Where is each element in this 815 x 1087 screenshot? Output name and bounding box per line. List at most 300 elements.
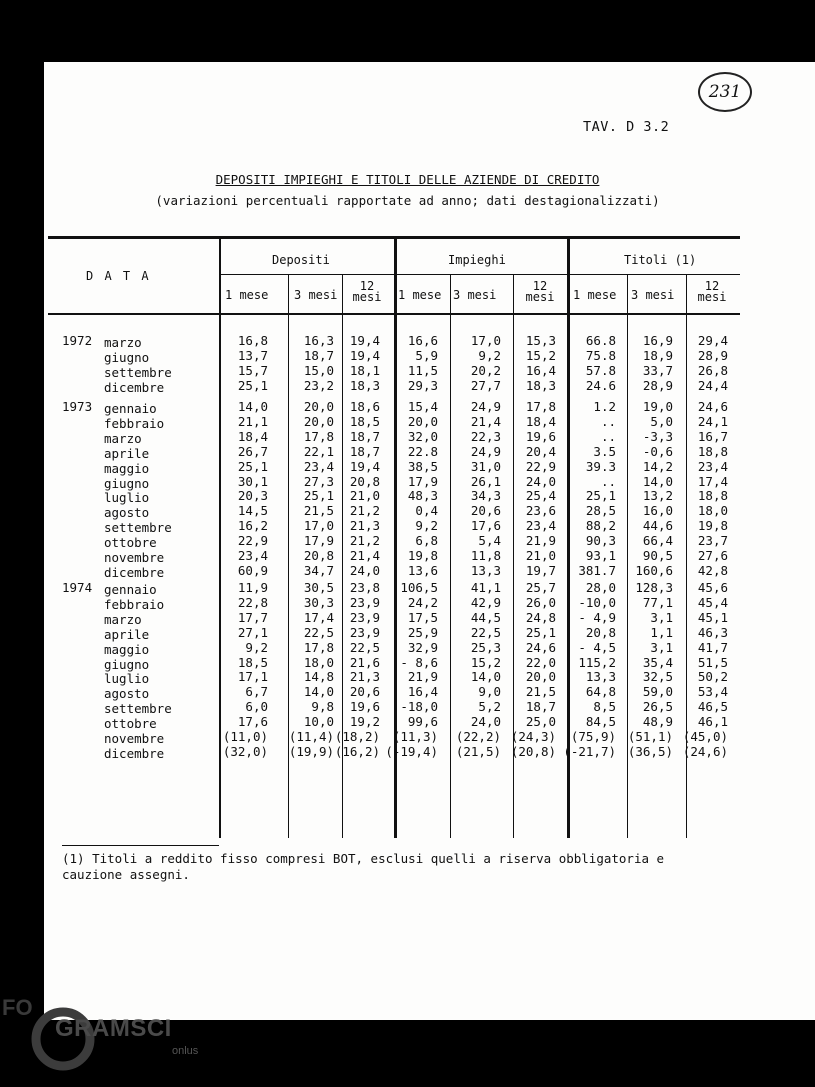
table-cell: 51,5 xyxy=(697,655,728,670)
table-cell: 16,2 xyxy=(237,518,268,533)
table-cell: 22,9 xyxy=(525,459,556,474)
table-cell: 34,3 xyxy=(470,488,501,503)
table-cell: 11,5 xyxy=(407,363,438,378)
table-cell: - 8,6 xyxy=(400,655,438,670)
table-cell: 19,8 xyxy=(697,518,728,533)
table-cell: 19,8 xyxy=(407,548,438,563)
table-cell: (16,2) xyxy=(334,744,380,759)
table-cell: 20,8 xyxy=(349,474,380,489)
table-cell: 48,3 xyxy=(407,488,438,503)
table-cell: 13,3 xyxy=(470,563,501,578)
table-cell: 18,4 xyxy=(237,429,268,444)
table-cell: 18,6 xyxy=(349,399,380,414)
table-cell: 5,0 xyxy=(650,414,673,429)
table-cell: 16,7 xyxy=(697,429,728,444)
subheader-3-mesi: 3 mesi xyxy=(631,288,675,302)
table-cell: (36,5) xyxy=(627,744,673,759)
table-cell: 11,9 xyxy=(237,580,268,595)
table-cell: (51,1) xyxy=(627,729,673,744)
table-cell: 26,5 xyxy=(642,699,673,714)
month-label: giugno xyxy=(104,476,150,491)
table-cell: 45,4 xyxy=(697,595,728,610)
table-cell: .. xyxy=(600,429,616,444)
table-cell: (22,2) xyxy=(455,729,501,744)
table-cell: 18,8 xyxy=(697,488,728,503)
table-cell: 19,0 xyxy=(642,399,673,414)
table-cell: 3.5 xyxy=(593,444,616,459)
table-cell: 20,2 xyxy=(470,363,501,378)
table-cell: 25,3 xyxy=(470,640,501,655)
table-cell: 30,3 xyxy=(303,595,334,610)
table-cell: 33,7 xyxy=(642,363,673,378)
logo-name: GRAMSCI xyxy=(55,1015,172,1042)
table-cell: 19,4 xyxy=(349,333,380,348)
table-cell: 93,1 xyxy=(585,548,616,563)
table-title: DEPOSITI IMPIEGHI E TITOLI DELLE AZIENDE DI CREDITO xyxy=(215,172,600,187)
table-cell: 17,8 xyxy=(303,640,334,655)
table-cell: 39.3 xyxy=(585,459,616,474)
month-label: maggio xyxy=(104,461,150,476)
table-cell: 21,6 xyxy=(349,655,380,670)
table-cell: 29,4 xyxy=(697,333,728,348)
subheader-12-mesi: 12 mesi xyxy=(352,279,382,304)
month-label: settembre xyxy=(104,365,172,380)
table-cell: 21,2 xyxy=(349,503,380,518)
table-cell: 17,4 xyxy=(697,474,728,489)
table-cell: 19,4 xyxy=(349,348,380,363)
table-cell: 14,5 xyxy=(237,503,268,518)
table-cell: 45,1 xyxy=(697,610,728,625)
table-cell: 22,1 xyxy=(303,444,334,459)
table-cell: 28,9 xyxy=(697,348,728,363)
table-cell: 13,6 xyxy=(407,563,438,578)
table-cell: 21,4 xyxy=(349,548,380,563)
table-cell: 20,4 xyxy=(525,444,556,459)
table-cell: 9,2 xyxy=(478,348,501,363)
year-label: 1972 xyxy=(62,333,93,348)
table-cell: 9,2 xyxy=(245,640,268,655)
table-cell: 44,6 xyxy=(642,518,673,533)
month-label: luglio xyxy=(104,490,150,505)
subheader-1-mese: 1 mese xyxy=(573,288,617,302)
table-cell: 53,4 xyxy=(697,684,728,699)
table-cell: 19,7 xyxy=(525,563,556,578)
table-cell: 46,3 xyxy=(697,625,728,640)
table-cell: 10,0 xyxy=(303,714,334,729)
table-cell: 22,5 xyxy=(349,640,380,655)
table-cell: 15,3 xyxy=(525,333,556,348)
table-cell: 22,5 xyxy=(303,625,334,640)
table-code: TAV. D 3.2 xyxy=(583,119,670,135)
table-cell: (24,6) xyxy=(682,744,728,759)
table-cell: 20,0 xyxy=(525,669,556,684)
table-cell: 22.8 xyxy=(407,444,438,459)
table-cell: 18,7 xyxy=(349,429,380,444)
table-cell: 27,1 xyxy=(237,625,268,640)
logo-suffix: onlus xyxy=(172,1045,199,1057)
month-label: febbraio xyxy=(104,416,165,431)
subheader-1-mese: 1 mese xyxy=(225,288,269,302)
table-cell: 22,9 xyxy=(237,533,268,548)
table-cell: 17,7 xyxy=(237,610,268,625)
table-cell: 9,8 xyxy=(311,699,334,714)
table-cell: 16,3 xyxy=(303,333,334,348)
table-cell: 18,7 xyxy=(525,699,556,714)
table-cell: 23,4 xyxy=(237,548,268,563)
table-cell: 23,9 xyxy=(349,625,380,640)
month-label: dicembre xyxy=(104,565,165,580)
table-cell: 21,3 xyxy=(349,669,380,684)
table-cell: 14,0 xyxy=(237,399,268,414)
month-label: settembre xyxy=(104,701,172,716)
table-cell: 13,2 xyxy=(642,488,673,503)
month-label: aprile xyxy=(104,627,150,642)
table-cell: 21,9 xyxy=(525,533,556,548)
table-cell: (19,9) xyxy=(288,744,334,759)
table-cell: 0,4 xyxy=(415,503,438,518)
month-label: settembre xyxy=(104,520,172,535)
table-cell: 17,6 xyxy=(237,714,268,729)
table-cell: 18,3 xyxy=(349,378,380,393)
month-label: giugno xyxy=(104,657,150,672)
footnote: (1) Titoli a reddito fisso compresi BOT, esclusi quelli a riserva obbligatoria e cauzione assegni. xyxy=(62,851,665,882)
table-cell: 19,4 xyxy=(349,459,380,474)
table-cell: 381.7 xyxy=(578,563,616,578)
table-cell: 66,4 xyxy=(642,533,673,548)
table-cell: 17,0 xyxy=(303,518,334,533)
table-cell: 19,2 xyxy=(349,714,380,729)
table-cell: 30,1 xyxy=(237,474,268,489)
table-cell: (45,0) xyxy=(682,729,728,744)
table-cell: 17,5 xyxy=(407,610,438,625)
month-label: aprile xyxy=(104,446,150,461)
table-cell: 25,1 xyxy=(585,488,616,503)
table-cell: (32,0) xyxy=(222,744,268,759)
table-cell: 106,5 xyxy=(400,580,438,595)
month-label: gennaio xyxy=(104,401,157,416)
table-cell: 23,9 xyxy=(349,610,380,625)
table-cell: -10,0 xyxy=(578,595,616,610)
table-cell: 21,0 xyxy=(349,488,380,503)
table-cell: 23,8 xyxy=(349,580,380,595)
table-cell: 24,9 xyxy=(470,444,501,459)
table-cell: 23,9 xyxy=(349,595,380,610)
table-cell: 15,0 xyxy=(303,363,334,378)
subheader-12-mesi: 12 mesi xyxy=(697,279,727,304)
table-cell: 50,2 xyxy=(697,669,728,684)
table-cell: 15,7 xyxy=(237,363,268,378)
table-cell: 25,1 xyxy=(303,488,334,503)
table-cell: 26,0 xyxy=(525,595,556,610)
table-cell: 45,6 xyxy=(697,580,728,595)
table-cell: 13,3 xyxy=(585,669,616,684)
table-cell: 23,7 xyxy=(697,533,728,548)
table-cell: (-21,7) xyxy=(563,744,616,759)
data-column-header: D A T A xyxy=(86,269,151,283)
table-cell: 25,1 xyxy=(525,625,556,640)
month-label: marzo xyxy=(104,612,142,627)
table-cell: 46,5 xyxy=(697,699,728,714)
table-cell: (75,9) xyxy=(570,729,616,744)
group-header-depositi: Depositi xyxy=(272,253,330,267)
table-cell: .. xyxy=(600,414,616,429)
table-cell: 19,6 xyxy=(525,429,556,444)
table-cell: 88,2 xyxy=(585,518,616,533)
table-cell: 13,7 xyxy=(237,348,268,363)
month-label: ottobre xyxy=(104,716,157,731)
page-number-stamp: 231 xyxy=(698,72,752,112)
table-cell: 21,3 xyxy=(349,518,380,533)
table-cell: 18,5 xyxy=(237,655,268,670)
table-cell: 22,8 xyxy=(237,595,268,610)
table-cell: 25,0 xyxy=(525,714,556,729)
month-label: marzo xyxy=(104,431,142,446)
group-header-rule xyxy=(220,274,740,275)
table-cell: 3,1 xyxy=(650,640,673,655)
table-cell: 20,3 xyxy=(237,488,268,503)
table-cell: 27,3 xyxy=(303,474,334,489)
table-cell: 17,0 xyxy=(470,333,501,348)
month-label: novembre xyxy=(104,550,165,565)
table-cell: 22,5 xyxy=(470,625,501,640)
table-cell: 66.8 xyxy=(585,333,616,348)
table-cell: 9,0 xyxy=(478,684,501,699)
column-rule xyxy=(450,275,451,838)
table-cell: (20,8) xyxy=(510,744,556,759)
table-cell: 25,7 xyxy=(525,580,556,595)
table-cell: 31,0 xyxy=(470,459,501,474)
table-cell: 64,8 xyxy=(585,684,616,699)
table-cell: 23,2 xyxy=(303,378,334,393)
table-cell: 9,2 xyxy=(415,518,438,533)
table-cell: -0,6 xyxy=(642,444,673,459)
month-label: gennaio xyxy=(104,582,157,597)
table-cell: 84,5 xyxy=(585,714,616,729)
table-cell: 42,9 xyxy=(470,595,501,610)
table-cell: 23,4 xyxy=(525,518,556,533)
logo-prefix: FO xyxy=(2,995,33,1020)
year-label: 1973 xyxy=(62,399,93,414)
table-cell: - 4,9 xyxy=(578,610,616,625)
table-cell: 18,7 xyxy=(349,444,380,459)
table-cell: 25,4 xyxy=(525,488,556,503)
table-cell: 18,0 xyxy=(303,655,334,670)
table-cell: 41,1 xyxy=(470,580,501,595)
table-cell: - 4,5 xyxy=(578,640,616,655)
table-cell: 22,0 xyxy=(525,655,556,670)
table-cell: 24,2 xyxy=(407,595,438,610)
table-cell: 29,3 xyxy=(407,378,438,393)
footnote-rule xyxy=(62,845,219,846)
table-cell: 5,9 xyxy=(415,348,438,363)
table-cell: 15,2 xyxy=(470,655,501,670)
table-cell: (24,3) xyxy=(510,729,556,744)
month-label: maggio xyxy=(104,642,150,657)
table-cell: 21,9 xyxy=(407,669,438,684)
table-cell: 42,8 xyxy=(697,563,728,578)
table-cell: 11,8 xyxy=(470,548,501,563)
table-cell: 6,0 xyxy=(245,699,268,714)
table-cell: (11,4) xyxy=(288,729,334,744)
table-cell: 17,4 xyxy=(303,610,334,625)
table-cell: 18,3 xyxy=(525,378,556,393)
table-cell: 32,0 xyxy=(407,429,438,444)
table-cell: 25,9 xyxy=(407,625,438,640)
table-cell: 5,2 xyxy=(478,699,501,714)
table-cell: 77,1 xyxy=(642,595,673,610)
table-cell: 21,5 xyxy=(525,684,556,699)
table-cell: (11,0) xyxy=(222,729,268,744)
month-label: novembre xyxy=(104,731,165,746)
table-cell: 17,9 xyxy=(303,533,334,548)
table-cell: 26,1 xyxy=(470,474,501,489)
table-cell: 24,0 xyxy=(470,714,501,729)
table-cell: 23,4 xyxy=(303,459,334,474)
year-label: 1974 xyxy=(62,580,93,595)
table-cell: 18,5 xyxy=(349,414,380,429)
month-label: febbraio xyxy=(104,597,165,612)
table-cell: 18,9 xyxy=(642,348,673,363)
table-cell: (21,5) xyxy=(455,744,501,759)
table-cell: 16,6 xyxy=(407,333,438,348)
table-cell: 27,6 xyxy=(697,548,728,563)
table-cell: 21,5 xyxy=(303,503,334,518)
table-cell: 17,8 xyxy=(525,399,556,414)
table-cell: 24,9 xyxy=(470,399,501,414)
table-cell: 34,7 xyxy=(303,563,334,578)
month-label: agosto xyxy=(104,505,150,520)
table-cell: 24,4 xyxy=(697,378,728,393)
table-cell: 16,8 xyxy=(237,333,268,348)
table-cell: 99,6 xyxy=(407,714,438,729)
month-label: giugno xyxy=(104,350,150,365)
table-cell: (18,2) xyxy=(334,729,380,744)
table-cell: 3,1 xyxy=(650,610,673,625)
table-cell: 8,5 xyxy=(593,699,616,714)
table-cell: 20,8 xyxy=(303,548,334,563)
column-rule xyxy=(219,238,221,838)
month-label: luglio xyxy=(104,671,150,686)
table-cell: 24,1 xyxy=(697,414,728,429)
table-cell: 20,6 xyxy=(470,503,501,518)
table-cell: 26,8 xyxy=(697,363,728,378)
table-cell: 18,4 xyxy=(525,414,556,429)
table-cell: 6,8 xyxy=(415,533,438,548)
table-cell: 20,0 xyxy=(407,414,438,429)
table-cell: 6,7 xyxy=(245,684,268,699)
table-cell: 20,6 xyxy=(349,684,380,699)
table-cell: 18,0 xyxy=(697,503,728,518)
table-cell: 24,6 xyxy=(697,399,728,414)
table-cell: 17,1 xyxy=(237,669,268,684)
table-cell: 18,7 xyxy=(303,348,334,363)
table-cell: 21,0 xyxy=(525,548,556,563)
month-label: ottobre xyxy=(104,535,157,550)
table-cell: 160,6 xyxy=(635,563,673,578)
table-cell: 28,9 xyxy=(642,378,673,393)
table-cell: 15,4 xyxy=(407,399,438,414)
table-cell: 14,8 xyxy=(303,669,334,684)
table-cell: 17,6 xyxy=(470,518,501,533)
table-cell: 20,8 xyxy=(585,625,616,640)
group-header-titoli: Titoli (1) xyxy=(624,253,697,267)
month-label: dicembre xyxy=(104,746,165,761)
table-cell: 75.8 xyxy=(585,348,616,363)
table-cell: 19,6 xyxy=(349,699,380,714)
table-cell: 20,0 xyxy=(303,414,334,429)
table-cell: 41,7 xyxy=(697,640,728,655)
table-cell: 90,5 xyxy=(642,548,673,563)
table-cell: 128,3 xyxy=(635,580,673,595)
table-cell: (11,3) xyxy=(392,729,438,744)
table-cell: 21,4 xyxy=(470,414,501,429)
subheader-3-mesi: 3 mesi xyxy=(453,288,497,302)
table-cell: 16,4 xyxy=(407,684,438,699)
group-header-impieghi: Impieghi xyxy=(448,253,506,267)
table-cell: 115,2 xyxy=(578,655,616,670)
table-cell: 15,2 xyxy=(525,348,556,363)
table-cell: 25,1 xyxy=(237,459,268,474)
table-cell: 14,0 xyxy=(642,474,673,489)
table-cell: 57.8 xyxy=(585,363,616,378)
table-subtitle: (variazioni percentuali rapportate ad anno; dati destagionalizzati) xyxy=(155,193,660,208)
table-cell: 48,9 xyxy=(642,714,673,729)
table-cell: 60,9 xyxy=(237,563,268,578)
table-cell: 26,7 xyxy=(237,444,268,459)
table-cell: 27,7 xyxy=(470,378,501,393)
month-label: agosto xyxy=(104,686,150,701)
table-cell: 24.6 xyxy=(585,378,616,393)
table-cell: 16,4 xyxy=(525,363,556,378)
table-cell: (-19,4) xyxy=(385,744,438,759)
month-label: dicembre xyxy=(104,380,165,395)
table-cell: 32,9 xyxy=(407,640,438,655)
table-cell: 44,5 xyxy=(470,610,501,625)
table-cell: 14,2 xyxy=(642,459,673,474)
table-cell: 38,5 xyxy=(407,459,438,474)
table-cell: 18,8 xyxy=(697,444,728,459)
table-cell: 16,0 xyxy=(642,503,673,518)
table-cell: 59,0 xyxy=(642,684,673,699)
table-cell: 32,5 xyxy=(642,669,673,684)
table-cell: 30,5 xyxy=(303,580,334,595)
table-cell: 28,0 xyxy=(585,580,616,595)
table-cell: 90,3 xyxy=(585,533,616,548)
table-cell: 22,3 xyxy=(470,429,501,444)
month-label: marzo xyxy=(104,335,142,350)
table-cell: 23,4 xyxy=(697,459,728,474)
table-cell: 18,1 xyxy=(349,363,380,378)
table-cell: 24,0 xyxy=(525,474,556,489)
table-cell: -3,3 xyxy=(642,429,673,444)
subheader-12-mesi: 12 mesi xyxy=(525,279,555,304)
table-cell: 17,9 xyxy=(407,474,438,489)
table-cell: 5,4 xyxy=(478,533,501,548)
table-cell: 14,0 xyxy=(470,669,501,684)
table-cell: 23,6 xyxy=(525,503,556,518)
table-cell: 25,1 xyxy=(237,378,268,393)
table-cell: 35,4 xyxy=(642,655,673,670)
table-cell: 24,0 xyxy=(349,563,380,578)
table-cell: 21,2 xyxy=(349,533,380,548)
table-cell: 14,0 xyxy=(303,684,334,699)
subheader-3-mesi: 3 mesi xyxy=(294,288,338,302)
table-cell: 46,1 xyxy=(697,714,728,729)
table-cell: 1,1 xyxy=(650,625,673,640)
table-cell: 28,5 xyxy=(585,503,616,518)
table-cell: 16,9 xyxy=(642,333,673,348)
table-cell: 24,8 xyxy=(525,610,556,625)
